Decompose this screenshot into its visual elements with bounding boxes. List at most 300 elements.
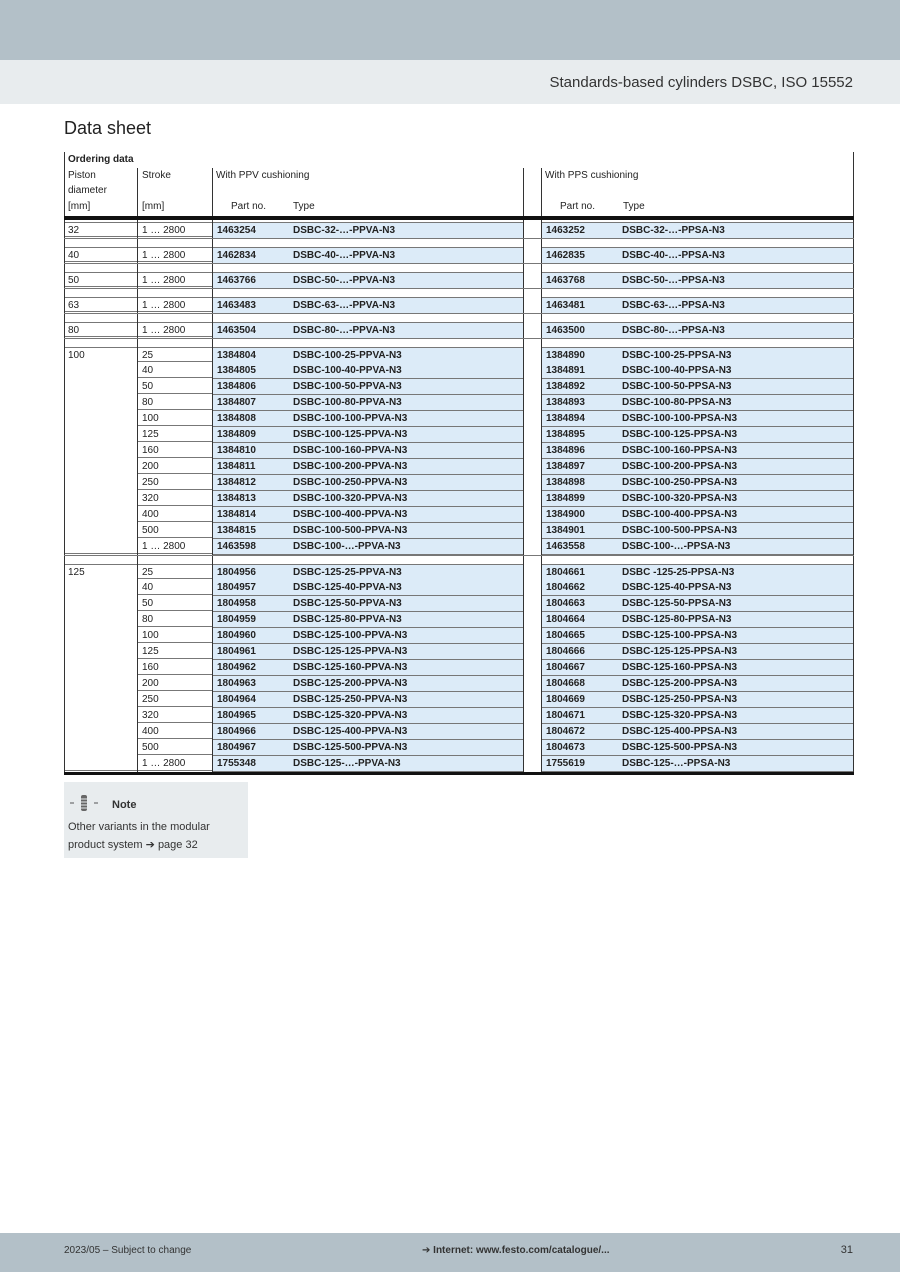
- column-divider: [212, 539, 213, 555]
- column-divider: [541, 297, 542, 313]
- column-divider: [523, 247, 524, 263]
- footer-link[interactable]: [422, 1245, 610, 1256]
- column-divider: [541, 612, 542, 628]
- piston-diameter-cell: 63: [64, 297, 137, 312]
- column-divider: [853, 347, 854, 363]
- piston-diameter-cell: [64, 756, 137, 771]
- pps-type: DSBC-80-…-PPSA-N3: [622, 325, 725, 336]
- column-divider: [212, 523, 213, 539]
- column-divider: [523, 676, 524, 692]
- pps-type: DSBC-100-25-PPSA-N3: [622, 350, 732, 361]
- ppv-type: DSBC-100-125-PPVA-N3: [293, 429, 408, 440]
- ppv-part-no: 1463483: [217, 300, 256, 311]
- column-divider: [541, 411, 542, 427]
- column-divider: [212, 272, 213, 288]
- pps-part-no: 1462835: [546, 250, 585, 261]
- ppv-part-no: 1463504: [217, 325, 256, 336]
- table-row: [64, 580, 854, 596]
- column-divider: [212, 459, 213, 475]
- column-divider: [523, 314, 524, 322]
- pps-cell: [542, 676, 854, 692]
- column-divider: [64, 612, 65, 628]
- column-divider: [523, 523, 524, 539]
- pps-type: DSBC-40-…-PPSA-N3: [622, 250, 725, 261]
- column-divider: [541, 272, 542, 288]
- column-divider: [853, 596, 854, 612]
- pps-part-no-label: Part no.: [560, 201, 596, 212]
- column-divider: [212, 724, 213, 740]
- ppv-part-no: 1384805: [217, 365, 256, 376]
- column-divider: [64, 239, 65, 247]
- pps-type: DSBC-125-500-PPSA-N3: [622, 742, 738, 753]
- pps-cell: [542, 724, 854, 740]
- stroke-cell: 400: [138, 507, 212, 522]
- ppv-cell: [213, 676, 524, 692]
- ppv-part-no: 1804959: [217, 614, 256, 625]
- pps-part-no: 1804669: [546, 694, 585, 705]
- pps-cell: [542, 692, 854, 708]
- column-divider: [853, 556, 854, 564]
- column-divider: [212, 443, 213, 459]
- column-divider: [523, 459, 524, 475]
- table-row: [64, 692, 854, 708]
- col-piston-unit: [mm]: [68, 201, 91, 212]
- column-divider: [212, 556, 213, 564]
- ppv-part-no: 1384811: [217, 461, 256, 472]
- column-divider: [64, 297, 65, 313]
- table-row: [64, 644, 854, 660]
- column-divider: [541, 443, 542, 459]
- column-divider: [541, 222, 542, 238]
- ppv-part-no: 1804963: [217, 678, 256, 689]
- pps-part-no: 1804673: [546, 742, 585, 753]
- ppv-cell: [213, 322, 524, 339]
- pps-part-no: 1463558: [546, 541, 585, 552]
- column-divider: [64, 411, 65, 427]
- pps-cell: [542, 507, 854, 523]
- column-divider: [137, 708, 138, 724]
- footer-date: 2023/05 – Subject to change: [64, 1245, 192, 1256]
- pps-cell: [542, 740, 854, 756]
- column-divider: [64, 628, 65, 644]
- top-band: [0, 0, 900, 60]
- table-row: [64, 222, 854, 238]
- column-divider: [64, 660, 65, 676]
- column-divider: [523, 239, 524, 247]
- pps-part-no: 1384901: [546, 525, 585, 536]
- column-divider: [853, 580, 854, 596]
- column-divider: [853, 395, 854, 411]
- footer-url: Internet: www.festo.com/catalogue/...: [433, 1245, 610, 1256]
- stroke-cell: 1 … 2800: [138, 222, 212, 237]
- table-row: [64, 347, 854, 363]
- table-body: [64, 220, 854, 772]
- column-divider: [523, 475, 524, 491]
- column-divider: [541, 289, 542, 297]
- column-divider: [64, 475, 65, 491]
- ppv-part-no-label: Part no.: [231, 201, 267, 212]
- pps-part-no: 1384894: [546, 413, 585, 424]
- table-bottom-rule: [64, 772, 854, 775]
- ppv-type: DSBC-100-500-PPVA-N3: [293, 525, 408, 536]
- column-divider: [541, 239, 542, 247]
- table-header: [64, 152, 854, 216]
- table-row: [64, 756, 854, 772]
- ppv-type: DSBC-125-100-PPVA-N3: [293, 630, 408, 641]
- pps-type: DSBC -125-25-PPSA-N3: [622, 567, 735, 578]
- piston-diameter-cell: 50: [64, 272, 137, 287]
- column-divider: [853, 660, 854, 676]
- pps-part-no: 1804664: [546, 614, 585, 625]
- pps-part-no: 1804671: [546, 710, 585, 721]
- pps-cell: [542, 379, 854, 395]
- column-divider: [137, 322, 138, 338]
- ppv-cell: [213, 692, 524, 708]
- column-divider: [212, 740, 213, 756]
- column-divider: [853, 379, 854, 395]
- column-divider: [137, 395, 138, 411]
- column-divider: [64, 756, 65, 772]
- ppv-cell: [213, 660, 524, 676]
- ppv-type: DSBC-100-200-PPVA-N3: [293, 461, 408, 472]
- stroke-cell: 200: [138, 459, 212, 474]
- footer: [0, 1233, 900, 1272]
- column-divider: [541, 395, 542, 411]
- ppv-type-label: Type: [293, 201, 315, 212]
- column-divider: [212, 708, 213, 724]
- pps-part-no: 1384899: [546, 493, 585, 504]
- ordering-data-table: [64, 152, 854, 775]
- ppv-type: DSBC-100-250-PPVA-N3: [293, 477, 408, 488]
- table-row: [64, 660, 854, 676]
- ppv-cell: [213, 644, 524, 660]
- pps-type: DSBC-100-80-PPSA-N3: [622, 397, 732, 408]
- ppv-cell: [213, 297, 524, 314]
- column-divider: [523, 395, 524, 411]
- ppv-type: DSBC-100-400-PPVA-N3: [293, 509, 408, 520]
- group-spacer: [64, 238, 854, 247]
- column-divider: [212, 580, 213, 596]
- column-divider: [212, 289, 213, 297]
- ppv-type: DSBC-100-100-PPVA-N3: [293, 413, 408, 424]
- column-divider: [212, 297, 213, 313]
- ppv-cell: [213, 708, 524, 724]
- column-divider: [212, 411, 213, 427]
- column-divider: [523, 724, 524, 740]
- pps-type: DSBC-32-…-PPSA-N3: [622, 225, 725, 236]
- column-divider: [523, 222, 524, 238]
- table-row: [64, 297, 854, 313]
- ppv-cell: [213, 724, 524, 740]
- column-divider: [64, 459, 65, 475]
- note-box: [64, 782, 248, 858]
- stroke-cell: 160: [138, 443, 212, 458]
- table-row: [64, 507, 854, 523]
- ppv-cell: [213, 347, 524, 364]
- pps-cell: [542, 523, 854, 539]
- column-divider: [523, 272, 524, 288]
- column-divider: [212, 596, 213, 612]
- pps-cell: [542, 628, 854, 644]
- column-divider: [541, 676, 542, 692]
- pps-part-no: 1755619: [546, 758, 585, 769]
- pps-cell: [542, 443, 854, 459]
- table-row: [64, 427, 854, 443]
- ppv-part-no: 1384804: [217, 350, 256, 361]
- pps-cell: [542, 756, 854, 772]
- pps-cell: [542, 395, 854, 411]
- pps-part-no: 1463481: [546, 300, 585, 311]
- column-divider: [853, 644, 854, 660]
- ppv-type: DSBC-100-25-PPVA-N3: [293, 350, 402, 361]
- header-divider: [523, 168, 524, 216]
- pps-cell: [542, 322, 854, 339]
- note-body: Other variants in the modular product system: [68, 821, 210, 851]
- column-divider: [212, 692, 213, 708]
- column-divider: [541, 740, 542, 756]
- ppv-cell: [213, 491, 524, 507]
- note-header: [68, 794, 136, 815]
- stroke-cell: 1 … 2800: [138, 756, 212, 771]
- piston-diameter-cell: 32: [64, 222, 137, 237]
- column-divider: [64, 539, 65, 555]
- ppv-cell: [213, 411, 524, 427]
- column-divider: [212, 264, 213, 272]
- pps-type: DSBC-125-320-PPSA-N3: [622, 710, 738, 721]
- pps-cell: [542, 612, 854, 628]
- column-divider: [853, 459, 854, 475]
- column-divider: [137, 692, 138, 708]
- column-divider: [853, 708, 854, 724]
- column-divider: [137, 556, 138, 564]
- table-row: [64, 724, 854, 740]
- column-divider: [137, 523, 138, 539]
- note-page-link[interactable]: page 32: [157, 839, 198, 851]
- column-divider: [137, 459, 138, 475]
- table-row: [64, 539, 854, 555]
- ppv-cell: [213, 363, 524, 379]
- column-divider: [541, 379, 542, 395]
- ppv-part-no: 1463766: [217, 275, 256, 286]
- ppv-cell: [213, 222, 524, 239]
- table-row: [64, 395, 854, 411]
- column-divider: [64, 443, 65, 459]
- pps-type: DSBC-100-…-PPSA-N3: [622, 541, 731, 552]
- column-divider: [137, 475, 138, 491]
- stroke-cell: 50: [138, 596, 212, 611]
- ppv-part-no: 1463598: [217, 541, 256, 552]
- ppv-title: With PPV cushioning: [216, 170, 310, 181]
- pps-title: With PPS cushioning: [545, 170, 639, 181]
- stroke-cell: 125: [138, 427, 212, 442]
- pps-type: DSBC-100-400-PPSA-N3: [622, 509, 738, 520]
- table-row: [64, 708, 854, 724]
- ppv-part-no: 1804964: [217, 694, 256, 705]
- note-label: Note: [112, 798, 137, 811]
- column-divider: [853, 475, 854, 491]
- column-divider: [212, 239, 213, 247]
- ppv-cell: [213, 395, 524, 411]
- column-divider: [523, 443, 524, 459]
- table-row: [64, 676, 854, 692]
- column-divider: [212, 339, 213, 347]
- column-divider: [137, 247, 138, 263]
- ppv-cell: [213, 596, 524, 612]
- column-divider: [523, 507, 524, 523]
- column-divider: [137, 596, 138, 612]
- column-divider: [853, 628, 854, 644]
- ppv-part-no: 1804965: [217, 710, 256, 721]
- column-divider: [853, 507, 854, 523]
- column-divider: [523, 411, 524, 427]
- ppv-part-no: 1463254: [217, 225, 256, 236]
- table-row: [64, 523, 854, 539]
- column-divider: [64, 692, 65, 708]
- pps-cell: [542, 459, 854, 475]
- column-divider: [212, 322, 213, 338]
- column-divider: [212, 660, 213, 676]
- column-divider: [853, 314, 854, 322]
- column-divider: [523, 322, 524, 338]
- page-number: 31: [840, 1244, 853, 1256]
- column-divider: [64, 322, 65, 338]
- table-row: [64, 612, 854, 628]
- ppv-type: DSBC-125-…-PPVA-N3: [293, 758, 401, 769]
- ppv-type: DSBC-100-160-PPVA-N3: [293, 445, 408, 456]
- column-divider: [137, 644, 138, 660]
- ppv-type: DSBC-125-500-PPVA-N3: [293, 742, 408, 753]
- column-divider: [541, 264, 542, 272]
- pps-type: DSBC-100-200-PPSA-N3: [622, 461, 738, 472]
- ppv-part-no: 1804961: [217, 646, 256, 657]
- column-divider: [853, 612, 854, 628]
- stroke-cell: 160: [138, 660, 212, 675]
- pps-cell: [542, 564, 854, 581]
- ppv-part-no: 1755348: [217, 758, 256, 769]
- col-stroke: Stroke: [142, 170, 171, 181]
- column-divider: [541, 314, 542, 322]
- stroke-cell: 250: [138, 475, 212, 490]
- column-divider: [523, 556, 524, 564]
- column-divider: [64, 339, 65, 347]
- pps-type: DSBC-125-250-PPSA-N3: [622, 694, 738, 705]
- column-divider: [137, 539, 138, 555]
- column-divider: [137, 612, 138, 628]
- stroke-cell: 40: [138, 580, 212, 595]
- column-divider: [137, 239, 138, 247]
- pps-type: DSBC-125-200-PPSA-N3: [622, 678, 738, 689]
- pps-part-no: 1463500: [546, 325, 585, 336]
- column-divider: [137, 628, 138, 644]
- table-row: [64, 363, 854, 379]
- column-divider: [137, 660, 138, 676]
- column-divider: [64, 363, 65, 379]
- column-divider: [137, 427, 138, 443]
- stroke-cell: 25: [138, 347, 212, 362]
- pps-type: DSBC-125-50-PPSA-N3: [622, 598, 732, 609]
- ppv-type: DSBC-80-…-PPVA-N3: [293, 325, 396, 336]
- column-divider: [541, 507, 542, 523]
- column-divider: [541, 708, 542, 724]
- column-divider: [64, 247, 65, 263]
- pps-part-no: 1463252: [546, 225, 585, 236]
- column-divider: [523, 740, 524, 756]
- stroke-cell: 100: [138, 628, 212, 643]
- pps-cell: [542, 297, 854, 314]
- column-divider: [541, 692, 542, 708]
- column-divider: [541, 363, 542, 379]
- column-divider: [523, 297, 524, 313]
- header-divider: [853, 152, 854, 216]
- table-row: [64, 272, 854, 288]
- column-divider: [523, 580, 524, 596]
- column-divider: [853, 411, 854, 427]
- stroke-cell: 400: [138, 724, 212, 739]
- ppv-type: DSBC-100-320-PPVA-N3: [293, 493, 408, 504]
- column-divider: [523, 427, 524, 443]
- pps-type: DSBC-100-320-PPSA-N3: [622, 493, 738, 504]
- column-divider: [64, 724, 65, 740]
- column-divider: [64, 580, 65, 596]
- stroke-cell: 1 … 2800: [138, 297, 212, 312]
- column-divider: [64, 272, 65, 288]
- piston-diameter-cell: 100: [64, 347, 137, 362]
- col-piston-1: Piston: [68, 170, 96, 181]
- pps-cell: [542, 660, 854, 676]
- stroke-cell: 320: [138, 491, 212, 506]
- ppv-cell: [213, 539, 524, 555]
- column-divider: [137, 491, 138, 507]
- column-divider: [853, 264, 854, 272]
- stroke-cell: 1 … 2800: [138, 272, 212, 287]
- pps-type: DSBC-100-125-PPSA-N3: [622, 429, 738, 440]
- ppv-type: DSBC-125-320-PPVA-N3: [293, 710, 408, 721]
- column-divider: [853, 247, 854, 263]
- ppv-type: DSBC-63-…-PPVA-N3: [293, 300, 396, 311]
- col-stroke-unit: [mm]: [142, 201, 165, 212]
- column-divider: [853, 491, 854, 507]
- column-divider: [523, 596, 524, 612]
- column-divider: [212, 612, 213, 628]
- ppv-part-no: 1804966: [217, 726, 256, 737]
- pps-cell: [542, 644, 854, 660]
- column-divider: [64, 314, 65, 322]
- column-divider: [853, 363, 854, 379]
- column-divider: [523, 612, 524, 628]
- column-divider: [853, 692, 854, 708]
- table-row: [64, 379, 854, 395]
- column-divider: [137, 222, 138, 238]
- column-divider: [212, 222, 213, 238]
- column-divider: [523, 339, 524, 347]
- ppv-part-no: 1462834: [217, 250, 256, 261]
- ppv-part-no: 1804960: [217, 630, 256, 641]
- column-divider: [212, 491, 213, 507]
- ppv-type: DSBC-125-25-PPVA-N3: [293, 567, 402, 578]
- column-divider: [541, 539, 542, 555]
- pps-type: DSBC-125-400-PPSA-N3: [622, 726, 738, 737]
- pps-cell: [542, 596, 854, 612]
- pps-part-no: 1384892: [546, 381, 585, 392]
- pps-part-no: 1384897: [546, 461, 585, 472]
- ppv-cell: [213, 740, 524, 756]
- group-spacer: [64, 263, 854, 272]
- column-divider: [523, 289, 524, 297]
- pps-part-no: 1384896: [546, 445, 585, 456]
- ppv-cell: [213, 247, 524, 264]
- stroke-cell: 500: [138, 740, 212, 755]
- column-divider: [137, 676, 138, 692]
